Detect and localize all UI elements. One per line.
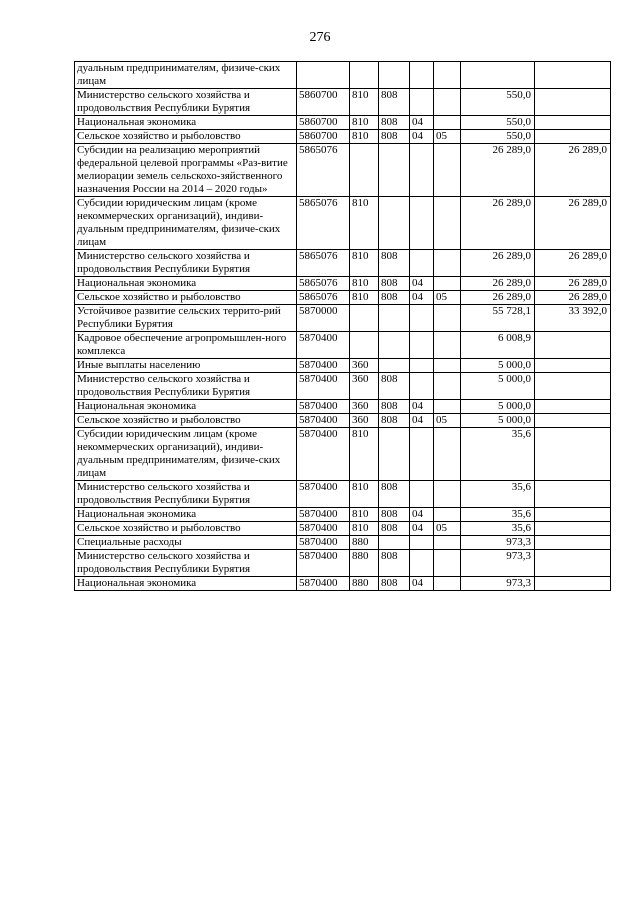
cell-target-article: 5870400 xyxy=(297,536,350,550)
cell-admin-code: 808 xyxy=(379,522,410,536)
cell-target-article: 5870000 xyxy=(297,305,350,332)
cell-expense-type: 810 xyxy=(350,250,379,277)
cell-section xyxy=(410,428,434,481)
cell-admin-code: 808 xyxy=(379,89,410,116)
cell-admin-code xyxy=(379,144,410,197)
cell-amount: 973,3 xyxy=(461,550,535,577)
cell-section: 04 xyxy=(410,130,434,144)
cell-item-name: Национальная экономика xyxy=(75,577,297,591)
cell-target-article: 5870400 xyxy=(297,414,350,428)
cell-amount: 5 000,0 xyxy=(461,373,535,400)
cell-target-article: 5865076 xyxy=(297,291,350,305)
cell-amount-federal xyxy=(535,62,611,89)
cell-item-name: Сельское хозяйство и рыболовство xyxy=(75,130,297,144)
cell-amount-federal xyxy=(535,332,611,359)
cell-amount-federal xyxy=(535,508,611,522)
cell-subsection xyxy=(434,508,461,522)
cell-admin-code xyxy=(379,305,410,332)
table-row xyxy=(75,62,611,89)
cell-amount-federal: 26 289,0 xyxy=(535,197,611,250)
cell-section xyxy=(410,481,434,508)
cell-subsection xyxy=(434,373,461,400)
cell-item-name: Устойчивое развитие сельских террито-рий Республики Бурятия xyxy=(75,305,297,332)
cell-admin-code: 808 xyxy=(379,250,410,277)
cell-target-article: 5865076 xyxy=(297,250,350,277)
cell-target-article: 5870400 xyxy=(297,522,350,536)
cell-item-name: Иные выплаты населению xyxy=(75,359,297,373)
cell-amount-federal: 26 289,0 xyxy=(535,291,611,305)
cell-amount-federal xyxy=(535,428,611,481)
cell-subsection xyxy=(434,577,461,591)
cell-section xyxy=(410,144,434,197)
table-row xyxy=(75,550,611,577)
cell-item-name: Национальная экономика xyxy=(75,508,297,522)
table-row xyxy=(75,508,611,522)
cell-item-name: Специальные расходы xyxy=(75,536,297,550)
cell-expense-type: 810 xyxy=(350,277,379,291)
cell-section xyxy=(410,89,434,116)
cell-expense-type: 810 xyxy=(350,130,379,144)
cell-subsection: 05 xyxy=(434,130,461,144)
cell-item-name: Национальная экономика xyxy=(75,400,297,414)
cell-expense-type: 360 xyxy=(350,359,379,373)
cell-section: 04 xyxy=(410,508,434,522)
cell-amount xyxy=(461,62,535,89)
cell-item-name: Субсидии юридическим лицам (кроме некоммерческих организаций), индиви-дуальным предпринимателям, физиче-ских лицам xyxy=(75,197,297,250)
cell-amount: 26 289,0 xyxy=(461,277,535,291)
cell-item-name: Национальная экономика xyxy=(75,277,297,291)
cell-section: 04 xyxy=(410,400,434,414)
cell-target-article: 5870400 xyxy=(297,428,350,481)
budget-table xyxy=(74,61,611,591)
cell-section: 04 xyxy=(410,522,434,536)
cell-amount: 6 008,9 xyxy=(461,332,535,359)
cell-subsection xyxy=(434,250,461,277)
cell-expense-type: 360 xyxy=(350,373,379,400)
cell-subsection xyxy=(434,481,461,508)
cell-amount-federal xyxy=(535,577,611,591)
cell-target-article: 5865076 xyxy=(297,277,350,291)
table-row xyxy=(75,197,611,250)
cell-subsection xyxy=(434,550,461,577)
cell-expense-type xyxy=(350,305,379,332)
cell-expense-type: 880 xyxy=(350,550,379,577)
cell-expense-type: 880 xyxy=(350,577,379,591)
cell-target-article: 5870400 xyxy=(297,332,350,359)
cell-amount-federal xyxy=(535,130,611,144)
table-row xyxy=(75,277,611,291)
table-row xyxy=(75,481,611,508)
cell-amount-federal xyxy=(535,400,611,414)
cell-section xyxy=(410,62,434,89)
cell-target-article: 5870400 xyxy=(297,400,350,414)
cell-amount: 5 000,0 xyxy=(461,400,535,414)
cell-amount: 35,6 xyxy=(461,428,535,481)
cell-admin-code: 808 xyxy=(379,373,410,400)
cell-subsection xyxy=(434,197,461,250)
cell-item-name: Министерство сельского хозяйства и продовольствия Республики Бурятия xyxy=(75,250,297,277)
table-row xyxy=(75,89,611,116)
cell-subsection xyxy=(434,428,461,481)
cell-amount: 26 289,0 xyxy=(461,250,535,277)
cell-expense-type: 810 xyxy=(350,291,379,305)
cell-target-article: 5870400 xyxy=(297,373,350,400)
cell-section: 04 xyxy=(410,577,434,591)
table-row xyxy=(75,250,611,277)
cell-amount: 973,3 xyxy=(461,536,535,550)
table-body xyxy=(75,62,611,591)
cell-subsection: 05 xyxy=(434,414,461,428)
cell-subsection xyxy=(434,332,461,359)
cell-amount-federal: 33 392,0 xyxy=(535,305,611,332)
cell-admin-code xyxy=(379,428,410,481)
table-row xyxy=(75,400,611,414)
cell-item-name: Национальная экономика xyxy=(75,116,297,130)
cell-subsection xyxy=(434,116,461,130)
cell-amount-federal xyxy=(535,359,611,373)
cell-amount-federal xyxy=(535,414,611,428)
cell-amount-federal: 26 289,0 xyxy=(535,250,611,277)
table-row xyxy=(75,428,611,481)
table-row xyxy=(75,116,611,130)
cell-subsection xyxy=(434,536,461,550)
cell-target-article: 5860700 xyxy=(297,130,350,144)
page-number: 276 xyxy=(309,30,331,45)
cell-target-article: 5860700 xyxy=(297,116,350,130)
cell-section xyxy=(410,359,434,373)
cell-admin-code: 808 xyxy=(379,481,410,508)
cell-admin-code: 808 xyxy=(379,291,410,305)
cell-amount: 26 289,0 xyxy=(461,144,535,197)
cell-expense-type: 810 xyxy=(350,197,379,250)
cell-subsection xyxy=(434,89,461,116)
cell-section xyxy=(410,373,434,400)
cell-subsection xyxy=(434,144,461,197)
cell-admin-code: 808 xyxy=(379,116,410,130)
cell-amount-federal: 26 289,0 xyxy=(535,277,611,291)
table-row xyxy=(75,414,611,428)
cell-subsection xyxy=(434,400,461,414)
cell-target-article: 5870400 xyxy=(297,550,350,577)
cell-section xyxy=(410,250,434,277)
cell-section: 04 xyxy=(410,414,434,428)
cell-section xyxy=(410,305,434,332)
cell-item-name: Субсидии юридическим лицам (кроме некоммерческих организаций), индиви-дуальным предпринимателям, физиче-ских лицам xyxy=(75,428,297,481)
table-row xyxy=(75,130,611,144)
cell-section xyxy=(410,332,434,359)
cell-expense-type: 810 xyxy=(350,89,379,116)
table-row xyxy=(75,373,611,400)
cell-amount: 35,6 xyxy=(461,508,535,522)
cell-amount-federal: 26 289,0 xyxy=(535,144,611,197)
cell-target-article: 5865076 xyxy=(297,197,350,250)
cell-amount-federal xyxy=(535,373,611,400)
cell-subsection xyxy=(434,277,461,291)
cell-admin-code: 808 xyxy=(379,277,410,291)
cell-target-article: 5870400 xyxy=(297,508,350,522)
cell-target-article: 5865076 xyxy=(297,144,350,197)
cell-expense-type xyxy=(350,144,379,197)
table-row xyxy=(75,522,611,536)
cell-section xyxy=(410,550,434,577)
cell-amount-federal xyxy=(535,89,611,116)
table-row xyxy=(75,359,611,373)
cell-amount-federal xyxy=(535,481,611,508)
table-row xyxy=(75,305,611,332)
cell-amount: 26 289,0 xyxy=(461,291,535,305)
cell-item-name: Министерство сельского хозяйства и продовольствия Республики Бурятия xyxy=(75,89,297,116)
cell-admin-code: 808 xyxy=(379,508,410,522)
cell-amount: 550,0 xyxy=(461,130,535,144)
cell-admin-code xyxy=(379,536,410,550)
cell-expense-type: 810 xyxy=(350,481,379,508)
cell-admin-code: 808 xyxy=(379,550,410,577)
cell-subsection xyxy=(434,305,461,332)
cell-section: 04 xyxy=(410,277,434,291)
cell-item-name: Субсидии на реализацию мероприятий федеральной целевой программы «Раз-витие мелиорации земель сельскохо-зяйственного назначения России на 2014 – 2020 годы» xyxy=(75,144,297,197)
cell-admin-code: 808 xyxy=(379,400,410,414)
cell-item-name: Министерство сельского хозяйства и продовольствия Республики Бурятия xyxy=(75,481,297,508)
cell-expense-type: 810 xyxy=(350,522,379,536)
cell-section xyxy=(410,536,434,550)
cell-admin-code xyxy=(379,332,410,359)
cell-amount: 550,0 xyxy=(461,116,535,130)
cell-amount: 5 000,0 xyxy=(461,359,535,373)
cell-expense-type: 810 xyxy=(350,508,379,522)
table-row xyxy=(75,577,611,591)
cell-subsection: 05 xyxy=(434,291,461,305)
cell-item-name: Сельское хозяйство и рыболовство xyxy=(75,291,297,305)
cell-amount: 26 289,0 xyxy=(461,197,535,250)
cell-item-name: дуальным предпринимателям, физиче-ских лицам xyxy=(75,62,297,89)
cell-expense-type xyxy=(350,62,379,89)
table-row xyxy=(75,332,611,359)
cell-amount-federal xyxy=(535,116,611,130)
cell-expense-type: 810 xyxy=(350,116,379,130)
cell-item-name: Сельское хозяйство и рыболовство xyxy=(75,414,297,428)
cell-amount-federal xyxy=(535,550,611,577)
cell-admin-code xyxy=(379,197,410,250)
cell-amount: 5 000,0 xyxy=(461,414,535,428)
cell-admin-code xyxy=(379,62,410,89)
cell-amount: 55 728,1 xyxy=(461,305,535,332)
cell-item-name: Кадровое обеспечение агропромышлен-ного комплекса xyxy=(75,332,297,359)
cell-admin-code: 808 xyxy=(379,414,410,428)
cell-section: 04 xyxy=(410,116,434,130)
cell-section: 04 xyxy=(410,291,434,305)
cell-amount-federal xyxy=(535,522,611,536)
table-row xyxy=(75,536,611,550)
cell-amount-federal xyxy=(535,536,611,550)
cell-target-article xyxy=(297,62,350,89)
cell-subsection xyxy=(434,359,461,373)
cell-item-name: Сельское хозяйство и рыболовство xyxy=(75,522,297,536)
cell-admin-code: 808 xyxy=(379,130,410,144)
cell-expense-type: 360 xyxy=(350,400,379,414)
cell-expense-type xyxy=(350,332,379,359)
table-row xyxy=(75,144,611,197)
cell-expense-type: 360 xyxy=(350,414,379,428)
cell-amount: 973,3 xyxy=(461,577,535,591)
cell-amount: 550,0 xyxy=(461,89,535,116)
cell-amount: 35,6 xyxy=(461,522,535,536)
cell-target-article: 5870400 xyxy=(297,481,350,508)
cell-target-article: 5860700 xyxy=(297,89,350,116)
cell-section xyxy=(410,197,434,250)
table-row xyxy=(75,291,611,305)
cell-subsection: 05 xyxy=(434,522,461,536)
cell-item-name: Министерство сельского хозяйства и продовольствия Республики Бурятия xyxy=(75,550,297,577)
cell-amount: 35,6 xyxy=(461,481,535,508)
cell-expense-type: 810 xyxy=(350,428,379,481)
cell-subsection xyxy=(434,62,461,89)
cell-expense-type: 880 xyxy=(350,536,379,550)
cell-item-name: Министерство сельского хозяйства и продовольствия Республики Бурятия xyxy=(75,373,297,400)
cell-target-article: 5870400 xyxy=(297,577,350,591)
cell-admin-code xyxy=(379,359,410,373)
cell-target-article: 5870400 xyxy=(297,359,350,373)
cell-admin-code: 808 xyxy=(379,577,410,591)
